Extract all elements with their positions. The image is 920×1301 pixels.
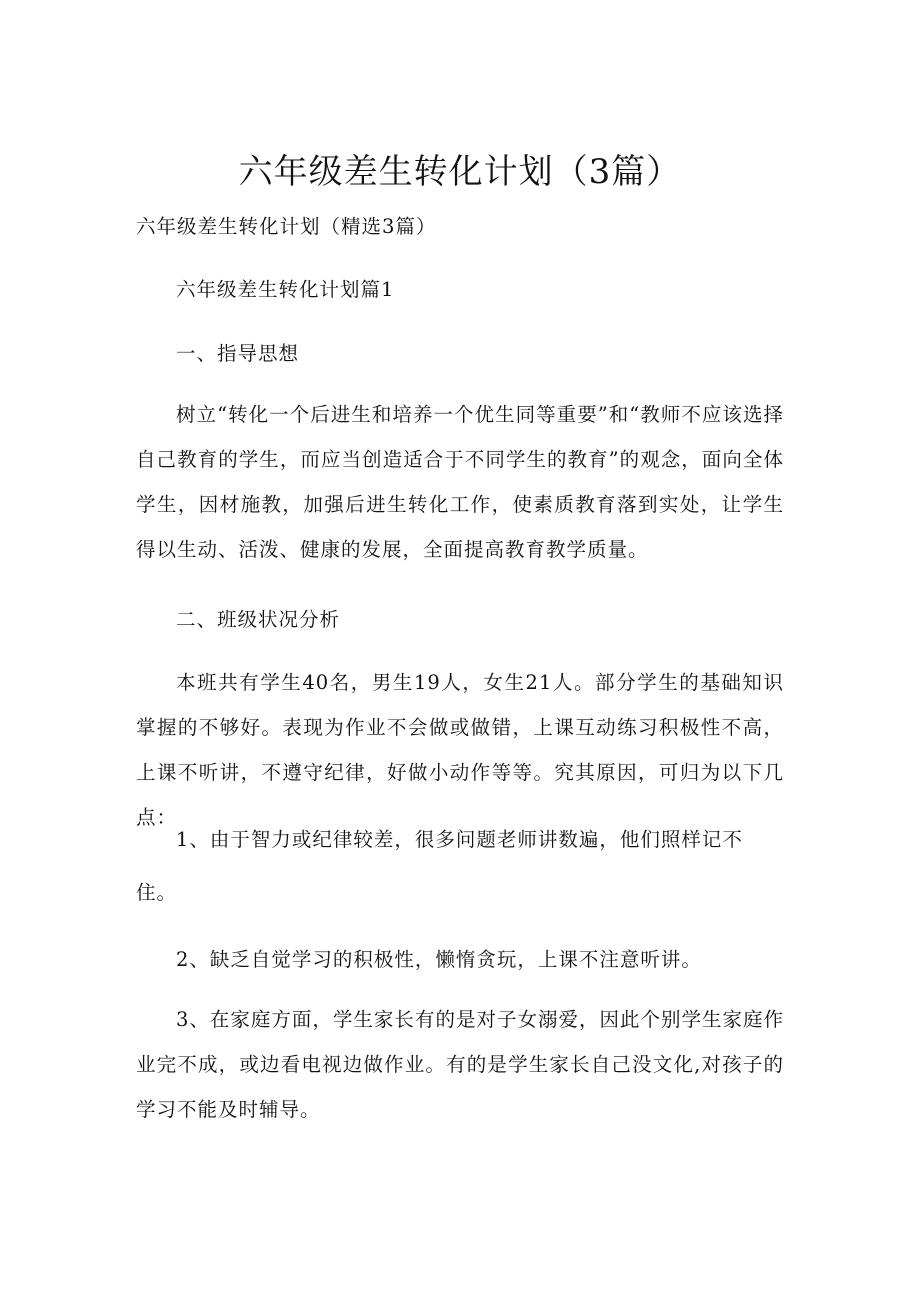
heading-class-analysis: 二、班级状况分析 xyxy=(176,608,341,631)
paragraph-guiding-thought: 树立“转化一个后进生和培养一个优生同等重要”和“教师不应该选择自己教育的学生，而应当创造适合于不同学生的教育”的观念，面向全体学生，因材施教，加强后进生转化工作，使素质教育落到实处，让学生得以生动、活泼、健康的发展，全面提高教育教学质量。 xyxy=(136,403,784,561)
list-item-3: 3、在家庭方面，学生家长有的是对子女溺爱，因此个别学生家庭作业完不成，或边看电视边做作业。有的是学生家长自己没文化,对孩子的学习不能及时辅导。 xyxy=(136,1008,784,1121)
list-item-1-line-2: 住。 xyxy=(136,881,178,904)
heading-guiding-thought: 一、指导思想 xyxy=(176,342,300,365)
document-subtitle: 六年级差生转化计划（精选3篇） xyxy=(136,215,437,238)
section-title: 六年级差生转化计划篇1 xyxy=(176,278,395,301)
list-item-1-line-1: 1、由于智力或纪律较差，很多问题老师讲数遍，他们照样记不 xyxy=(176,828,743,851)
list-item-2: 2、缺乏自觉学习的积极性，懒惰贪玩，上课不注意听讲。 xyxy=(176,948,702,971)
document-title: 六年级差生转化计划（3篇） xyxy=(238,152,682,192)
paragraph-class-analysis: 本班共有学生40名，男生19人，女生21人。部分学生的基础知识掌握的不够好。表现为作业不会做或做错，上课互动练习积极性不高，上课不听讲，不遵守纪律，好做小动作等等。究其原因，可归为以下几点： xyxy=(136,671,784,829)
